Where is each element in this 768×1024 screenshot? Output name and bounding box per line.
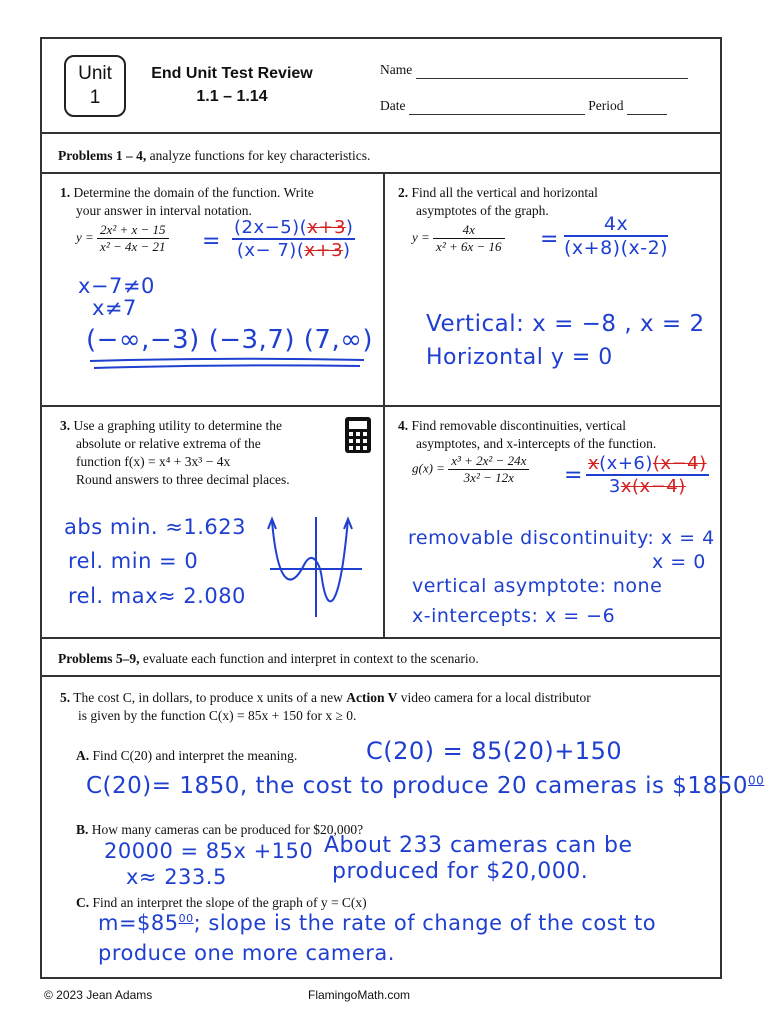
hand-slope-meaning-2: produce one more camera. [98, 941, 395, 965]
date-field[interactable] [380, 97, 667, 115]
hand-removable-x0: x = 0 [652, 551, 706, 573]
problem-1-text-2: your answer in interval notation. [76, 203, 252, 218]
hand-line: x−7≠0 [78, 274, 155, 298]
hand-slope-meaning: ; slope is the rate of change of the cost to [193, 911, 657, 935]
problem-3-text: Use a graphing utility to determine the [70, 418, 282, 433]
footer-site[interactable]: FlamingoMath.com [308, 988, 411, 1002]
problem-2-equation [412, 222, 505, 255]
hand-vertical-asymptotes: Vertical: x = −8 , x = 2 [426, 311, 705, 337]
hand-x-intercepts: x-intercepts: x = −6 [412, 605, 616, 627]
section-2-text: evaluate each function and interpret in context to the scenario. [139, 651, 479, 666]
problem-1-text: Determine the domain of the function. Write [70, 185, 314, 200]
problem-1 [60, 184, 378, 220]
problem-3-text-4: Round answers to three decimal places. [76, 472, 290, 487]
eq-lhs: y = [412, 229, 430, 245]
problem-5-number: 5. [60, 690, 71, 705]
problem-2-text-2: asymptotes of the graph. [416, 203, 549, 218]
section-2-heading [58, 650, 479, 668]
page-subtitle: 1.1 – 1.14 [196, 88, 268, 105]
problem-3-text-2: absolute or relative extrema of the [76, 436, 261, 451]
hand-equals: = [564, 463, 583, 488]
part-a-label: A. [76, 748, 90, 763]
calculator-icon [344, 416, 372, 454]
problem-3 [60, 417, 350, 489]
part-b-text: How many cameras can be produced for $20,000? [88, 822, 364, 837]
problem-5-text-cont: video camera for a local distributor [397, 690, 591, 705]
divider [42, 405, 720, 407]
hand-den-c: ) [343, 240, 351, 261]
hand-equals: = [540, 227, 559, 252]
hand-equation: 20000 = 85x +150 [104, 839, 314, 863]
hand-line: x≠7 [92, 296, 137, 320]
hand-slope-answer [98, 911, 656, 935]
divider [42, 172, 720, 174]
hand-num-b: (x+6) [599, 453, 653, 474]
hand-interpretation: About 233 cameras can be [324, 833, 633, 858]
hand-c20-answer [86, 773, 764, 799]
part-a [76, 747, 297, 765]
hand-slope-value: m=$85 [98, 911, 179, 935]
hand-num-a: (2x−5)( [234, 217, 308, 238]
problem-4 [398, 417, 720, 453]
eq-numerator: x³ + 2x² − 24x [448, 453, 529, 470]
section-1-text: analyze functions for key characteristics. [146, 148, 371, 163]
hand-factored-fraction [232, 217, 355, 261]
problem-4-text-2: asymptotes, and x-intercepts of the function. [416, 436, 657, 451]
divider [42, 637, 720, 639]
hand-vertical-asymptote: vertical asymptote: none [412, 575, 663, 597]
hand-abs-min: abs min. ≈1.623 [64, 515, 246, 539]
hand-cents: 00 [747, 773, 765, 788]
unit-number: 1 [89, 87, 101, 108]
hand-equals: = [202, 229, 221, 254]
problem-3-number: 3. [60, 418, 71, 433]
part-b-label: B. [76, 822, 89, 837]
name-label: Name [380, 62, 413, 77]
hand-num: 4x [564, 213, 668, 237]
problem-5-text: The cost C, in dollars, to produce x units of a new [70, 690, 347, 705]
hand-factored-fraction [586, 453, 709, 497]
name-blank[interactable] [416, 64, 688, 79]
hand-interpretation-2: produced for $20,000. [332, 859, 589, 884]
hand-den-cancel: (x−4) [632, 476, 686, 497]
hand-den-cancel: x [620, 476, 632, 497]
period-label: Period [588, 98, 624, 113]
name-field[interactable] [380, 61, 688, 79]
hand-den-a: (x− 7)( [236, 240, 305, 261]
section-1-bold: Problems 1 – 4, [58, 148, 147, 163]
hand-num-cancel: (x−4) [652, 453, 707, 474]
part-c-label: C. [76, 895, 90, 910]
hand-solution: x≈ 233.5 [126, 865, 227, 889]
hand-rel-min: rel. min = 0 [68, 549, 199, 573]
part-c-text: Find an interpret the slope of the graph of y = C(x) [89, 895, 367, 910]
problem-2-text: Find all the vertical and horizontal [408, 185, 598, 200]
problem-3-text-3: function f(x) = x⁴ + 3x³ − 4x [76, 454, 231, 469]
date-blank[interactable] [409, 100, 585, 115]
hand-den: (x+8)(x-2) [564, 237, 669, 259]
worksheet-frame [40, 37, 765, 979]
eq-lhs: g(x) = [412, 460, 445, 476]
problem-5-text-2: is given by the function C(x) = 85x + 150 for x ≥ 0. [78, 708, 357, 723]
hand-num-c: ) [345, 217, 354, 238]
page-title: End Unit Test Review [151, 65, 313, 82]
hand-underline [88, 357, 368, 371]
divider [42, 675, 720, 677]
hand-num-cancel: x+3 [307, 217, 346, 238]
problem-1-number: 1. [60, 185, 71, 200]
hand-line: C(20)= 1850, the cost to produce 20 cameras is $1850 [86, 773, 748, 799]
problem-4-text: Find removable discontinuities, vertical [408, 418, 626, 433]
date-label: Date [380, 98, 406, 113]
hand-factored-fraction [564, 213, 668, 259]
section-2-bold: Problems 5–9, [58, 651, 140, 666]
problem-5 [60, 689, 710, 725]
eq-denominator: x² + 6x − 16 [436, 239, 502, 254]
problem-4-number: 4. [398, 418, 409, 433]
unit-badge [64, 55, 126, 117]
problem-2 [398, 184, 718, 220]
hand-removable-discontinuity: removable discontinuity: x = 4 [408, 527, 715, 549]
hand-restriction [78, 275, 155, 319]
eq-numerator: 2x² + x − 15 [97, 222, 168, 239]
product-name: Action V [346, 690, 398, 705]
unit-label: Unit [78, 63, 112, 84]
part-c [76, 894, 367, 912]
problem-4-equation [412, 453, 529, 486]
footer-copyright: © 2023 Jean Adams [44, 988, 153, 1002]
section-1-heading [58, 147, 370, 165]
eq-lhs: y = [76, 229, 94, 245]
quartic-graph-sketch [264, 509, 364, 619]
hand-domain-answer: (−∞,−3) (−3,7) (7,∞) [86, 325, 374, 355]
period-blank[interactable] [627, 100, 667, 115]
hand-rel-max: rel. max≈ 2.080 [68, 584, 246, 608]
hand-horizontal-asymptote: Horizontal y = 0 [426, 345, 613, 370]
problem-2-number: 2. [398, 185, 409, 200]
hand-den-a: 3 [608, 476, 621, 497]
hand-c20-calc: C(20) = 85(20)+150 [366, 737, 623, 765]
problem-1-equation [76, 222, 169, 255]
hand-den-cancel: x+3 [304, 240, 344, 261]
divider [42, 132, 720, 134]
eq-denominator: x² − 4x − 21 [100, 239, 166, 254]
hand-num-cancel: x [588, 453, 600, 474]
part-b [76, 821, 363, 839]
part-a-text: Find C(20) and interpret the meaning. [89, 748, 298, 763]
eq-numerator: 4x [433, 222, 504, 239]
hand-cents: 00 [178, 912, 194, 925]
eq-denominator: 3x² − 12x [463, 470, 514, 485]
